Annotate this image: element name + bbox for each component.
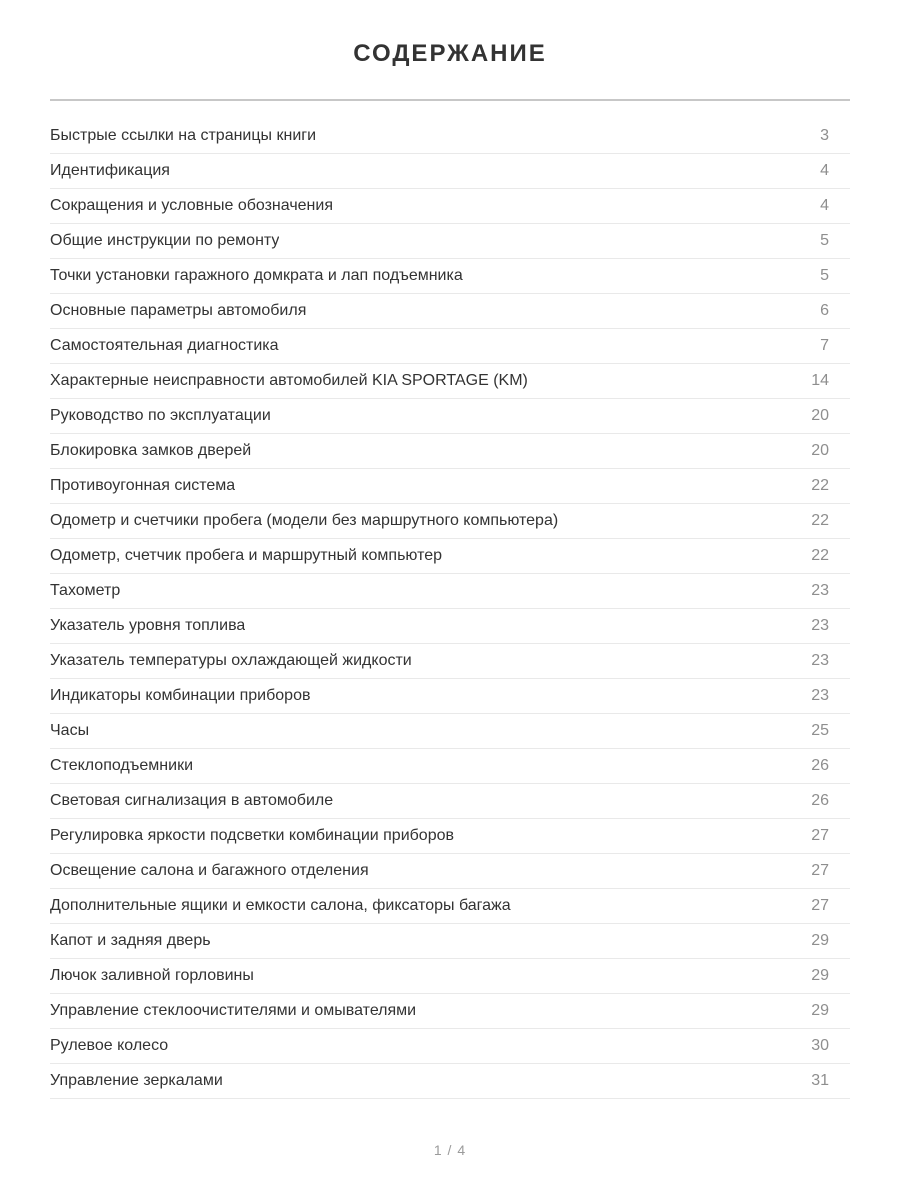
toc-entry-label: Самостоятельная диагностика — [50, 337, 279, 354]
toc-entry-label: Противоугонная система — [50, 477, 236, 494]
toc-entry-page: 6 — [820, 302, 829, 319]
toc-row[interactable] — [50, 644, 850, 679]
toc-entry-page: 4 — [820, 197, 829, 214]
toc-entry-label: Указатель уровня топлива — [50, 617, 246, 634]
toc-entry-label: Индикаторы комбинации приборов — [50, 687, 311, 704]
toc-entry-label: Капот и задняя дверь — [50, 932, 211, 949]
page-indicator: 1 / 4 — [433, 1142, 467, 1158]
toc-entry-label: Общие инструкции по ремонту — [50, 232, 280, 249]
toc-list — [50, 119, 850, 1099]
toc-entry-label: Точки установки гаражного домкрата и лап подъемника — [50, 267, 463, 284]
toc-row[interactable] — [50, 154, 850, 189]
toc-entry-label: Лючок заливной горловины — [50, 967, 254, 984]
toc-entry-page: 20 — [811, 407, 829, 424]
toc-row[interactable] — [50, 679, 850, 714]
toc-row[interactable] — [50, 819, 850, 854]
toc-entry-label: Освещение салона и багажного отделения — [50, 862, 369, 879]
toc-row[interactable] — [50, 1029, 850, 1064]
toc-entry-label: Руководство по эксплуатации — [50, 407, 271, 424]
toc-entry-label: Часы — [50, 722, 90, 739]
toc-entry-label: Рулевое колесо — [50, 1037, 169, 1054]
toc-entry-label: Световая сигнализация в автомобиле — [50, 792, 334, 809]
toc-entry-label: Основные параметры автомобиля — [50, 302, 307, 319]
toc-entry-label: Идентификация — [50, 162, 170, 179]
toc-entry-page: 27 — [811, 897, 829, 914]
toc-entry-label: Блокировка замков дверей — [50, 442, 252, 459]
toc-row[interactable] — [50, 224, 850, 259]
toc-entry-page: 29 — [811, 967, 829, 984]
toc-entry-label: Одометр, счетчик пробега и маршрутный компьютер — [50, 547, 443, 564]
toc-entry-label: Указатель температуры охлаждающей жидкости — [50, 652, 412, 669]
toc-entry-page: 27 — [811, 862, 829, 879]
toc-entry-page: 5 — [820, 232, 829, 249]
toc-entry-label: Управление стеклоочистителями и омывателями — [50, 1002, 417, 1019]
toc-entry-page: 23 — [811, 582, 829, 599]
toc-entry-page: 31 — [811, 1072, 829, 1089]
toc-entry-label: Дополнительные ящики и емкости салона, фиксаторы багажа — [50, 897, 511, 914]
toc-row[interactable] — [50, 924, 850, 959]
toc-entry-page: 26 — [811, 757, 829, 774]
toc-row[interactable] — [50, 714, 850, 749]
toc-row[interactable] — [50, 994, 850, 1029]
title-divider — [50, 99, 850, 101]
toc-entry-label: Управление зеркалами — [50, 1072, 223, 1089]
toc-row[interactable] — [50, 119, 850, 154]
toc-entry-label: Характерные неисправности автомобилей KIA SPORTAGE (KM) — [50, 372, 528, 389]
toc-row[interactable] — [50, 889, 850, 924]
toc-row[interactable] — [50, 294, 850, 329]
toc-row[interactable] — [50, 329, 850, 364]
toc-entry-page: 5 — [820, 267, 829, 284]
toc-entry-page: 20 — [811, 442, 829, 459]
toc-entry-page: 14 — [811, 372, 829, 389]
toc-entry-page: 7 — [820, 337, 829, 354]
toc-entry-page: 23 — [811, 652, 829, 669]
toc-entry-page: 23 — [811, 617, 829, 634]
toc-entry-page: 22 — [811, 547, 829, 564]
toc-row[interactable] — [50, 539, 850, 574]
toc-entry-label: Сокращения и условные обозначения — [50, 197, 333, 214]
toc-entry-page: 25 — [811, 722, 829, 739]
toc-row[interactable] — [50, 189, 850, 224]
toc-entry-page: 3 — [820, 127, 829, 144]
toc-row[interactable] — [50, 504, 850, 539]
toc-entry-page: 26 — [811, 792, 829, 809]
toc-entry-page: 4 — [820, 162, 829, 179]
toc-row[interactable] — [50, 469, 850, 504]
toc-entry-label: Стеклоподъемники — [50, 757, 193, 774]
toc-entry-label: Регулировка яркости подсветки комбинации приборов — [50, 827, 454, 844]
toc-entry-label: Одометр и счетчики пробега (модели без маршрутного компьютера) — [50, 512, 559, 529]
toc-row[interactable] — [50, 959, 850, 994]
toc-entry-label: Тахометр — [50, 582, 121, 599]
toc-row[interactable] — [50, 259, 850, 294]
toc-row[interactable] — [50, 364, 850, 399]
page-title: СОДЕРЖАНИЕ — [353, 40, 547, 67]
toc-row[interactable] — [50, 749, 850, 784]
toc-row[interactable] — [50, 434, 850, 469]
toc-entry-page: 23 — [811, 687, 829, 704]
toc-row[interactable] — [50, 399, 850, 434]
toc-entry-label: Быстрые ссылки на страницы книги — [50, 127, 317, 144]
toc-row[interactable] — [50, 854, 850, 889]
toc-row[interactable] — [50, 784, 850, 819]
toc-entry-page: 27 — [811, 827, 829, 844]
toc-entry-page: 22 — [811, 477, 829, 494]
toc-entry-page: 22 — [811, 512, 829, 529]
toc-row[interactable] — [50, 1064, 850, 1099]
toc-entry-page: 30 — [811, 1037, 829, 1054]
toc-entry-page: 29 — [811, 1002, 829, 1019]
toc-row[interactable] — [50, 574, 850, 609]
toc-entry-page: 29 — [811, 932, 829, 949]
toc-row[interactable] — [50, 609, 850, 644]
